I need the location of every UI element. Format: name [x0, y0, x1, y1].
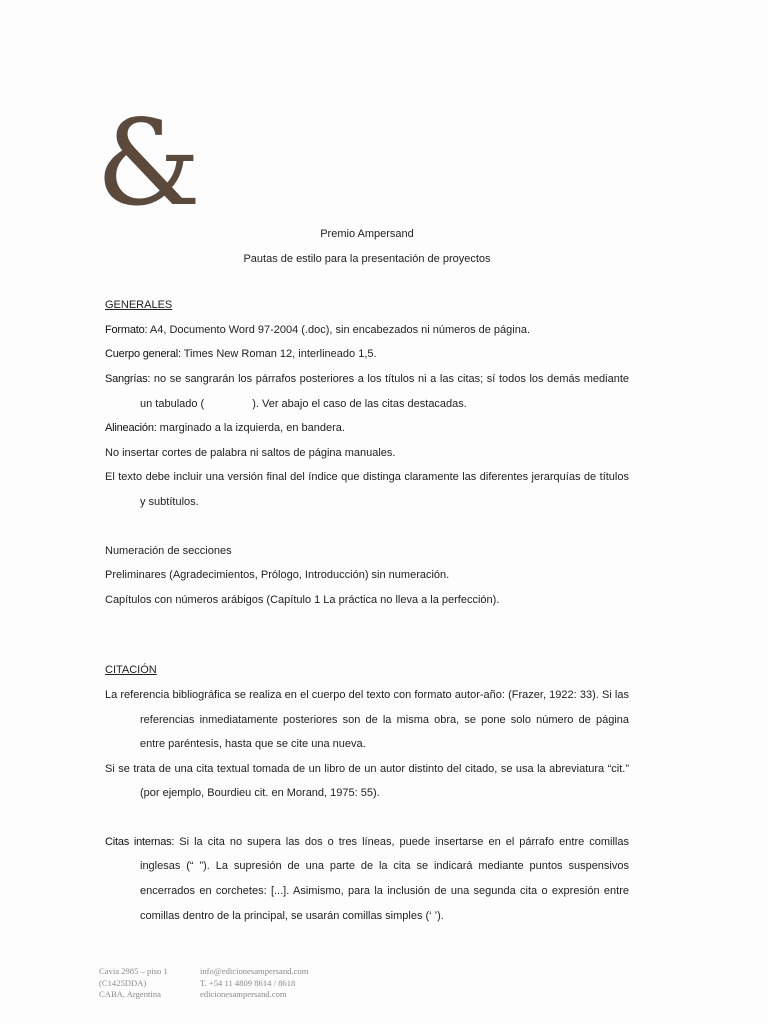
section-heading-numeracion: Numeración de secciones [105, 544, 232, 557]
footer-contact [200, 966, 308, 1001]
document-body [105, 222, 629, 928]
footer-address-line3: CABA, Argentina [99, 989, 161, 1000]
capitulos-paragraph: Capítulos con números arábigos (Capítulo 1 La práctica no lleva a la perfección). [105, 593, 500, 606]
sangrias-paragraph [105, 367, 629, 416]
footer-web: edicionesampersand.com [200, 989, 287, 1000]
alineacion-text: marginado a la izquierda, en bandera. [156, 422, 345, 435]
formato-text: A4, Documento Word 97-2004 (.doc), sin encabezados ni números de página. [147, 323, 531, 336]
sangrias-text-a: no se sangrarán los párrafos posteriores a los títulos ni a las citas; sí todos los demás mediante un tabulado ( [140, 372, 629, 410]
citacion-paragraph-1: La referencia bibliográfica se realiza en el cuerpo del texto con formato autor-año: (Frazer, 1922: 33). Si las referencias inmediatamente posteriores son de la misma obra, se pone solo número de página entre paréntesis, hasta que se cite una nueva. [105, 688, 629, 751]
cuerpo-paragraph [105, 342, 629, 367]
section-heading-citacion: CITACIÓN [105, 664, 157, 677]
footer-address-line2: (C1425DDA) [99, 977, 147, 988]
citacion-paragraph-2: Si se trata de una cita textual tomada de un libro de un autor distinto del citado, se usa la abreviatura “cit.” (por ejemplo, Bourdieu cit. en Morand, 1975: 55). [105, 762, 629, 800]
formato-paragraph [105, 318, 629, 343]
document-subtitle: Pautas de estilo para la presentación de proyectos [243, 252, 491, 265]
footer-email: info@edicionesampersand.com [200, 966, 309, 976]
cuerpo-text: Times New Roman 12, interlineado 1,5. [180, 348, 377, 361]
alineacion-label: Alineación: [105, 422, 157, 435]
citas-internas-paragraph [105, 830, 629, 928]
footer-address-line1: Cavia 2985 – piso 1 [99, 966, 168, 976]
citas-internas-text: Si la cita no supera las dos o tres líneas, puede insertarse en el párrafo entre comillas inglesas (“ ”). La supresión de una parte de la cita se indicará mediante puntos suspensivos encerrados en corchetes: [...]. Asimismo, para la inclusión de una segunda cita o expresión entre comillas dentro de la principal, se usarán comillas simples (‘ ’). [140, 835, 629, 922]
preliminares-paragraph: Preliminares (Agradecimientos, Prólogo, Introducción) sin numeración. [105, 569, 450, 582]
sangrias-label: Sangrías: [105, 372, 151, 385]
ampersand-logo: & [96, 94, 202, 232]
alineacion-paragraph [105, 416, 629, 441]
footer-address [99, 966, 168, 1001]
section-heading-generales: GENERALES [105, 299, 173, 312]
cuerpo-label: Cuerpo general: [105, 348, 181, 361]
document-title: Premio Ampersand [320, 228, 414, 240]
indice-paragraph: El texto debe incluir una versión final del índice que distinga claramente las diferentes jerarquías de títulos y subtítulos. [105, 471, 629, 508]
footer-phone: T. +54 11 4809 8614 / 8618 [200, 977, 296, 988]
formato-label: Formato: [105, 323, 148, 336]
sangrias-text-b: ). Ver abajo el caso de las citas destacadas. [252, 397, 467, 410]
citas-internas-label: Citas internas: [105, 835, 175, 848]
cortes-paragraph: No insertar cortes de palabra ni saltos de página manuales. [105, 446, 396, 459]
